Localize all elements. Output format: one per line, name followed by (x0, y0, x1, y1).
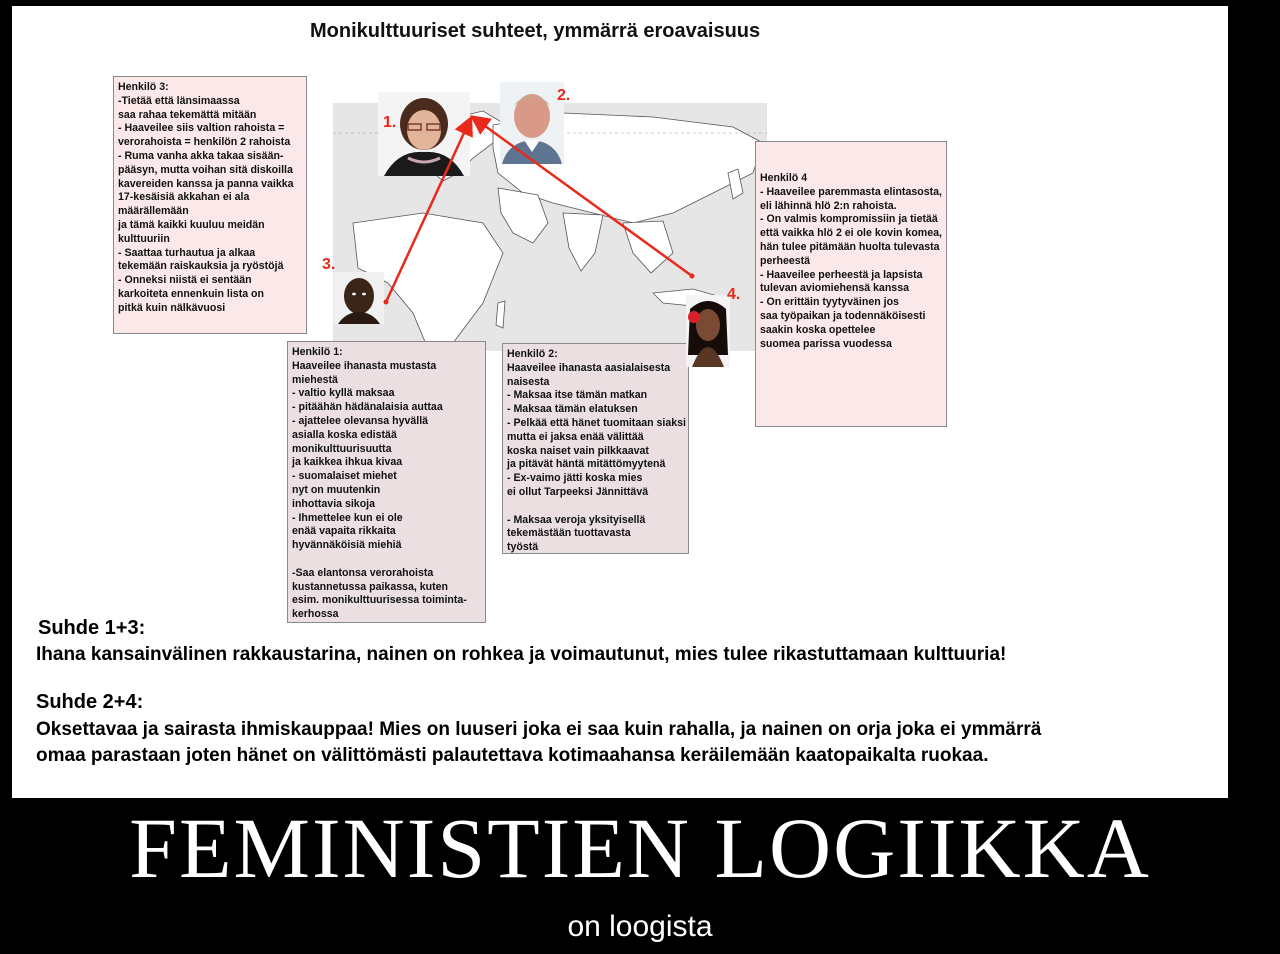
relation-1-3-text: Ihana kansainvälinen rakkaustarina, nainen on rohkea ja voimautunut, mies tulee rikastuttamaan kulttuuria! (36, 644, 1007, 665)
marker-3: 3. (322, 256, 336, 273)
marker-2: 2. (557, 87, 571, 104)
dot-person3 (384, 300, 389, 305)
dot-person4 (690, 274, 695, 279)
arrow-3-to-1 (386, 120, 470, 302)
marker-4: 4. (727, 286, 741, 303)
poster-subtitle: on loogista (567, 910, 713, 943)
arrow-4-to-2 (474, 118, 692, 276)
henkilo4-box: Henkilö 4 - Haaveilee paremmasta elintasosta, eli lähinnä hlö 2:n rahoista. - On valmis kompromissiin ja tietää että vaikka hlö 2 ei ole kovin komea, hän tulee pitämään huolta tulevasta perheestä - Haaveilee perheestä ja lapsista tulevan aviomiehensä kanssa - On erittäin tyytyväinen jos saa työpaikan ja todennäköisesti saakin koska opettelee suomea parissa vuodessa (755, 141, 947, 427)
relation-2-4-text-line2: omaa parastaan joten hänet on välittömästi palautettava kotimaahansa keräilemään kaatopaikalta ruokaa. (36, 745, 989, 766)
henkilo2-box: Henkilö 2: Haaveilee ihanasta aasialaisesta naisesta - Maksaa itse tämän matkan - Maksaa tämän elatuksen - Pelkää että hänet tuomitaan siaksi mutta ei jaksa enää välittää koska naiset vain pilkkaavat ja pitävät häntä mitättömyytenä - Ex-vaimo jätti koska mies ei ollut Tarpeeksi Jännittävä - Maksaa veroja yksityisellä tekemästään tuottavasta työstä (502, 343, 689, 554)
poster-title: FEMINISTIEN LOGIIKKA (129, 800, 1151, 896)
henkilo3-box: Henkilö 3: -Tietää että länsimaassa saa rahaa tekemättä mitään - Haaveilee siis valtion rahoista = verorahoista = henkilön 2 rahoista - Ruma vanha akka takaa sisään- pääsyn, mutta voihan sitä diskoilla kavereiden kanssa ja panna vaikka 17-kesäisiä akkahan ei ala määrällemään ja tämä kaikki kuuluu meidän kulttuuriin - Saattaa turhautua ja alkaa tekemään raiskauksia ja ryöstöjä - Onneksi niistä ei sentään karkoiteta ennenkuin lista on pitkä kuin nälkävuosi (113, 76, 307, 334)
relation-2-4-text-line1: Oksettavaa ja sairasta ihmiskauppaa! Mies on luuseri joka ei saa kuin rahalla, ja nainen on orja joka ei ymmärrä (36, 719, 1042, 740)
page-title: Monikulttuuriset suhteet, ymmärrä eroavaisuus (310, 20, 761, 42)
relation-2-4-heading: Suhde 2+4: (36, 691, 144, 713)
henkilo1-box: Henkilö 1: Haaveilee ihanasta mustasta miehestä - valtio kyllä maksaa - pitäähän hädänalaisia auttaa - ajattelee olevansa hyvällä asialla koska edistää monikulttuurisuutta ja kaikkea ihkua kivaa - suomalaiset miehet nyt on muutenkin inhottavia sikoja - Ihmettelee kun ei ole enää vapaita rikkaita hyvännäköisiä miehiä -Saa elantonsa verorahoista kustannetussa paikassa, kuten esim. monikulttuurisessa toiminta- kerhossa (287, 341, 486, 623)
relation-1-3-heading: Suhde 1+3: (38, 617, 146, 639)
marker-1: 1. (383, 114, 397, 131)
